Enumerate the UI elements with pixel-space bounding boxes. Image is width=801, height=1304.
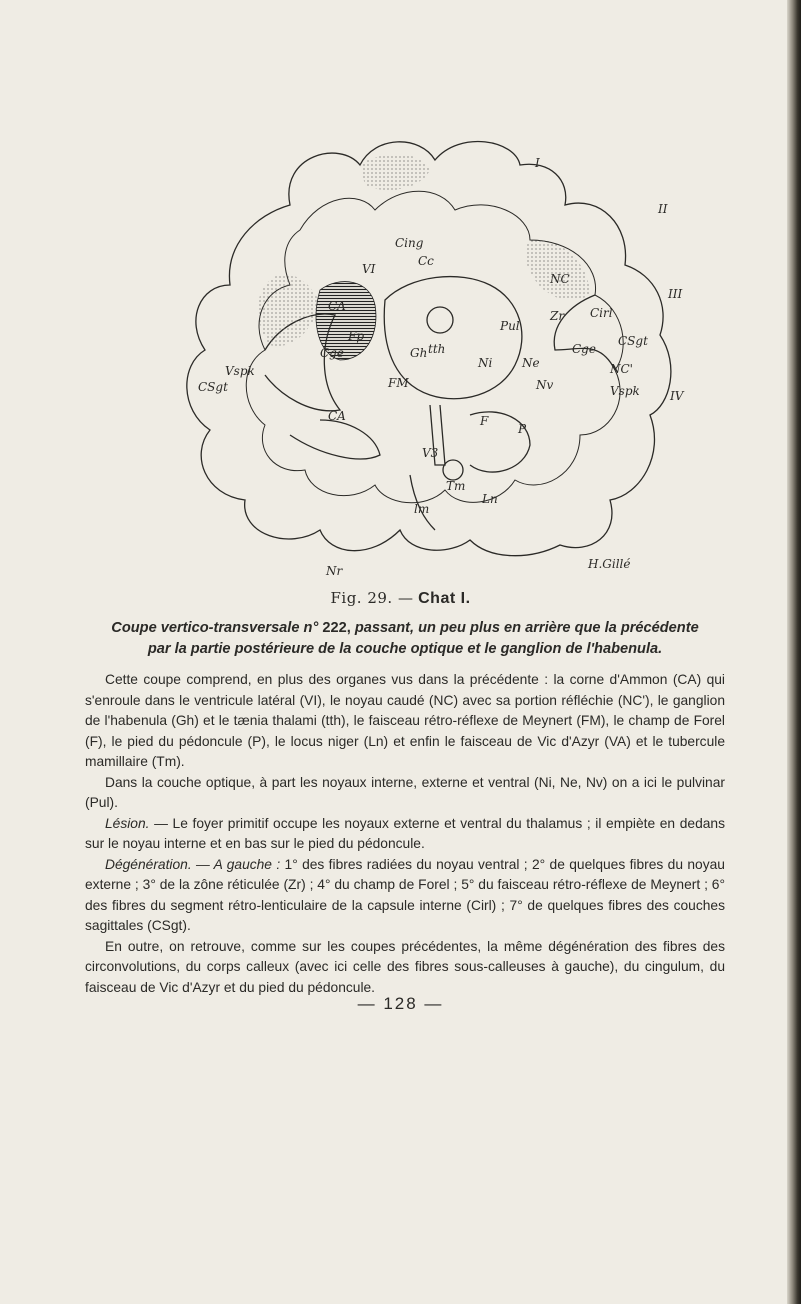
- label-ca-bottom: CA: [328, 409, 346, 423]
- degeneration-dots-left: [258, 275, 320, 346]
- page-number: — 128 —: [357, 994, 444, 1013]
- label-nc-prime: NC': [610, 362, 633, 376]
- label-cirl: Cirl: [590, 306, 613, 320]
- lesion-label: Lésion.: [105, 815, 150, 831]
- label-vspk-left: Vspk: [225, 364, 255, 378]
- label-lm: lm: [414, 502, 430, 516]
- label-ne: Ne: [522, 356, 540, 370]
- label-p: P: [518, 422, 527, 436]
- label-nc: NC: [550, 272, 570, 286]
- label-cge-left: Cge: [320, 346, 344, 360]
- label-ln: Ln: [482, 492, 498, 506]
- nucleus-small: [427, 307, 453, 333]
- degeneration-label: Dégénération. — A gauche :: [105, 856, 281, 872]
- degeneration-dots-right: [525, 239, 590, 300]
- label-tth: tth: [428, 342, 446, 356]
- brain-section-figure: [170, 135, 730, 585]
- label-vspk-right: Vspk: [610, 384, 640, 398]
- label-roman-3: III: [668, 287, 683, 301]
- figure-caption: [0, 589, 801, 608]
- label-vl: VI: [362, 262, 376, 276]
- label-va: V3: [422, 446, 439, 460]
- page-edge-shadow: [787, 0, 801, 1304]
- label-ca-top: CA: [328, 299, 346, 313]
- paragraph-3: [85, 814, 725, 855]
- label-cing: Cing: [395, 236, 424, 250]
- body-text: [85, 670, 725, 998]
- label-fp: Fp: [348, 329, 365, 343]
- label-csgt-left: CSgt: [198, 380, 228, 394]
- label-ni: Ni: [478, 356, 493, 370]
- paragraph-4: [85, 855, 725, 937]
- label-roman-4: IV: [670, 389, 684, 403]
- mamillary-body: [443, 460, 463, 480]
- figure-title: Chat I.: [418, 590, 471, 607]
- label-gh: Gh: [410, 346, 428, 360]
- label-fm: FM: [388, 376, 409, 390]
- label-csgt-right: CSgt: [618, 334, 648, 348]
- paragraph-4-text: 1° des fibres radiées du noyau ventral ; 2° de quelques fibres du noyau externe ; 3° de la zône réticulée (Zr) ; 4° du champ de Forel ; 5° du faisceau rétro-réflexe de Meynert ; 6° des fibres du segment rétro-lenticulaire de la capsule interne (Cirl) ; 7° de quelques fibres des couches sagittales (CSgt).: [85, 856, 725, 933]
- figure-subtitle: [85, 618, 725, 660]
- label-f: F: [480, 414, 489, 428]
- subtitle-section-number: 222,: [322, 620, 351, 636]
- degeneration-dots-top: [360, 154, 430, 190]
- label-nv: Nv: [536, 378, 554, 392]
- label-roman-2: II: [658, 202, 668, 216]
- paragraph-1: Cette coupe comprend, en plus des organes vus dans la précédente : la corne d'Ammon (CA) qui s'enroule dans le ventricule latéral (VI), le noyau caudé (NC) avec sa portion réfléchie (NC'), le ganglion de l'habenula (Gh) et le tænia thalami (tth), le faisceau rétro-réflexe de Meynert (FM), le champ de Forel (F), le pied du pédoncule (P), le locus niger (Ln) et enfin le faisceau de Vic d'Azyr (VA) et le tubercule mamillaire (Tm).: [85, 672, 725, 769]
- label-roman-1: I: [535, 156, 540, 170]
- peduncle: [470, 412, 530, 472]
- subtitle-line2: par la partie postérieure de la couche optique et le ganglion de l'habenula.: [147, 641, 663, 657]
- label-nr: Nr: [326, 564, 343, 578]
- paragraph-3-text: — Le foyer primitif occupe les noyaux externe et ventral du thalamus ; il empiète en dedans sur le noyau interne et en bas sur le pied du pédoncule.: [85, 815, 725, 851]
- label-pul: Pul: [500, 319, 520, 333]
- label-cc: Cc: [418, 254, 434, 268]
- subtitle-line1-after: passant, un peu plus en arrière que la précédente: [354, 620, 699, 636]
- paragraph-5: En outre, on retrouve, comme sur les coupes précédentes, la même dégénération des fibres des circonvolutions, du corps calleux (avec ici celle des fibres sous-calleuses à gauche), du cingulum, du faisceau de Vic d'Azyr et du pied du pédoncule.: [85, 938, 725, 995]
- subtitle-line1-before: Coupe vertico-transversale n°: [111, 620, 319, 636]
- label-csge: Cge: [572, 342, 596, 356]
- label-tm: Tm: [446, 479, 466, 493]
- label-zr: Zr: [550, 309, 565, 323]
- illustrator-signature: H.Gillé: [588, 557, 631, 571]
- paragraph-2: Dans la couche optique, à part les noyaux interne, externe et ventral (Ni, Ne, Nv) on a ici le pulvinar (Pul).: [85, 774, 725, 810]
- brain-section-drawing: [170, 135, 730, 585]
- hippocampus-left: [290, 420, 380, 459]
- figure-number: Fig. 29. —: [330, 589, 414, 607]
